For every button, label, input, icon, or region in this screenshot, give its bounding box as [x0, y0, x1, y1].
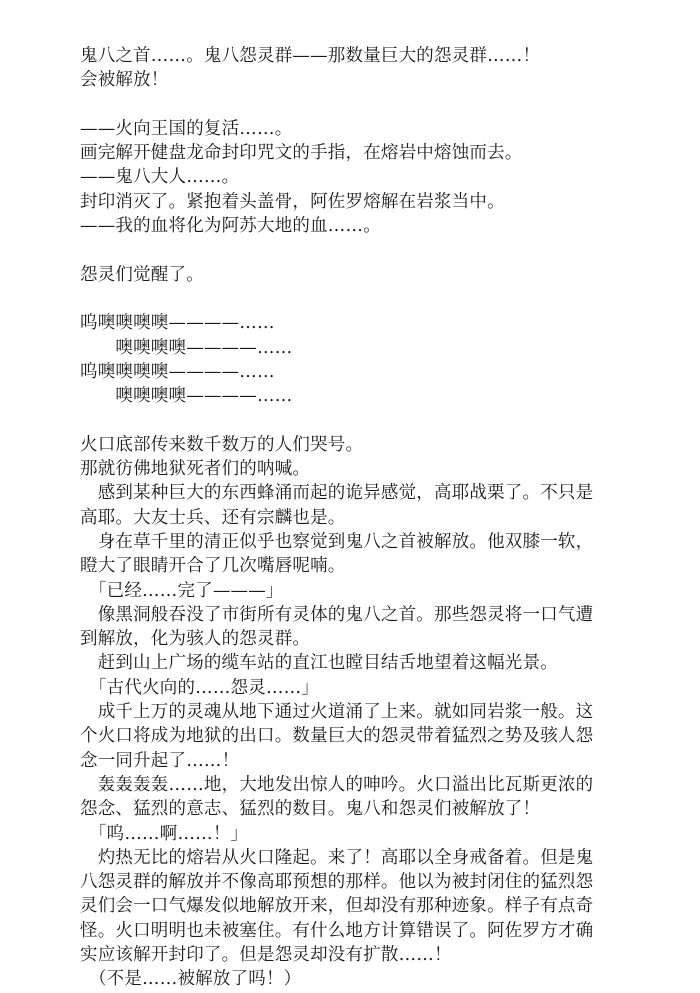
- text-line: 怨念、猛烈的意志、猛烈的数目。鬼八和怨灵们被解放了！: [80, 799, 541, 820]
- dialogue-line: 「已经……完了———」: [80, 580, 284, 601]
- dialogue-line: 「古代火向的……怨灵……」: [80, 677, 320, 698]
- text-line: 鬼八之首……。鬼八怨灵群——那数量巨大的怨灵群……！: [80, 46, 541, 66]
- text-line: 怨灵们觉醒了。: [80, 264, 204, 285]
- chant-line: 噢噢噢噢————……: [80, 386, 293, 407]
- blank-line: [80, 93, 640, 117]
- blank-line: [80, 408, 640, 432]
- chant-line: 噢噢噢噢————……: [80, 337, 293, 358]
- text-line: 灼热无比的熔岩从火口隆起。来了！高耶以全身戒备着。但是鬼: [80, 847, 594, 868]
- text-line: 成千上万的灵魂从地下通过火道涌了上来。就如同岩浆一般。这: [80, 702, 594, 723]
- text-line: 个火口将成为地狱的出口。数量巨大的怨灵带着猛烈之势及骇人怨: [80, 726, 594, 747]
- text-line: 火口底部传来数千数万的人们哭号。: [80, 434, 364, 455]
- text-line: 八怨灵群的解放并不像高耶预想的那样。他以为被封闭住的猛烈怨: [80, 872, 594, 893]
- text-line: 像黑洞般吞没了市街所有灵体的鬼八之首。那些怨灵将一口气遭: [80, 604, 594, 625]
- dialogue-line: 「呜……啊……！」: [80, 823, 249, 844]
- text-line: 到解放，化为骇人的怨灵群。: [80, 629, 311, 650]
- text-line: 怪。火口明明也未被塞住。有什么地方计算错误了。阿佐罗方才确: [80, 920, 594, 941]
- text-line: 实应该解开封印了。但是怨灵却没有扩散……！: [80, 944, 452, 965]
- text-line: 画完解开健盘龙命封印咒文的手指，在熔岩中熔蚀而去。: [80, 143, 523, 164]
- text-line: 感到某种巨大的东西蜂涌而起的诡异感觉，高耶战栗了。不只是: [80, 483, 594, 504]
- text-line: ——鬼八大人……。: [80, 167, 240, 188]
- blank-line: [80, 238, 640, 262]
- text-line: ——我的血将化为阿苏大地的血……。: [80, 216, 381, 237]
- text-line: 瞪大了眼睛开合了几次嘴唇呢喃。: [80, 556, 346, 577]
- text-line: 赶到山上广场的缆车站的直江也瞠目结舌地望着这幅光景。: [80, 653, 558, 674]
- chant-line: 呜噢噢噢噢————……: [80, 313, 275, 334]
- text-line: ——火向王国的复活……。: [80, 118, 293, 139]
- text-line: 灵们会一口气爆发似地解放开来，但却没有那种迹象。样子有点奇: [80, 896, 594, 917]
- thought-line: （不是……被解放了吗！）: [80, 969, 302, 990]
- text-line: 封印消灭了。紧抱着头盖骨，阿佐罗熔解在岩浆当中。: [80, 191, 505, 212]
- text-line: 高耶。大友士兵、还有宗麟也是。: [80, 507, 346, 528]
- blank-line: [80, 287, 640, 311]
- text-line: 那就彷佛地狱死者们的呐喊。: [80, 459, 311, 480]
- text-line: 身在草千里的清正似乎也察觉到鬼八之首被解放。他双膝一软，: [80, 531, 594, 552]
- text-line: 会被解放！: [80, 70, 169, 91]
- chant-line: 呜噢噢噢噢————……: [80, 361, 275, 382]
- text-line: 轰轰轰轰……地，大地发出惊人的呻吟。火口溢出比瓦斯更浓的: [80, 774, 594, 795]
- text-line: 念一同升起了……！: [80, 750, 240, 771]
- novel-page: [80, 44, 640, 992]
